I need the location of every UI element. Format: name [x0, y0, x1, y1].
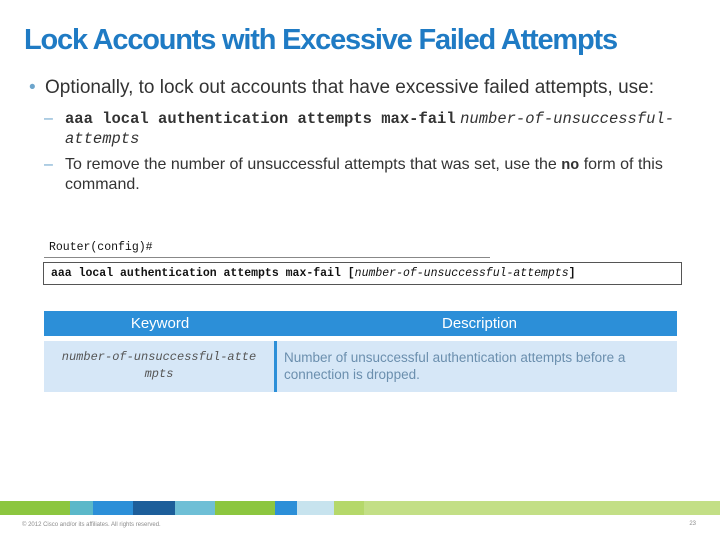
footer-segment — [133, 501, 175, 515]
syntax-command: aaa local authentication attempts max-fail — [51, 267, 341, 280]
row-description-text: Number of unsuccessful authentication attempts before a connection is dropped. — [284, 350, 626, 382]
header-description: Description — [441, 315, 518, 332]
prompt-divider — [44, 257, 490, 258]
dash-marker: – — [44, 156, 53, 173]
footer-segment — [175, 501, 215, 515]
no-form-text-before: To remove the number of unsuccessful attempts that was set, use the — [65, 156, 562, 173]
router-prompt: Router(config)# — [49, 241, 153, 254]
parameter-table — [44, 311, 677, 392]
bullet-marker: • — [29, 77, 36, 98]
slide-title: Lock Accounts with Excessive Failed Attempts — [24, 24, 617, 56]
bullet-text: Optionally, to lock out accounts that have excessive failed attempts, use: — [45, 77, 655, 98]
syntax-argument: number-of-unsuccessful-attempts — [354, 267, 569, 280]
command-syntax-box — [43, 262, 682, 285]
footer-segment — [334, 501, 364, 515]
footer-segment — [70, 501, 93, 515]
dash-marker: – — [44, 110, 53, 127]
header-keyword: Keyword — [130, 315, 190, 332]
table-row — [44, 341, 677, 392]
row-keyword — [44, 341, 274, 392]
syntax-open-bracket: [ — [347, 267, 355, 280]
sub-item-no-form — [28, 155, 688, 194]
row-keyword-text: number-of-unsuccessful-attempts — [61, 350, 257, 381]
footer-color-bar — [0, 501, 720, 515]
row-description — [277, 341, 677, 392]
bullet-list — [28, 77, 688, 194]
footer-segment — [215, 501, 275, 515]
sub-item-command — [28, 109, 688, 149]
footer-segment — [364, 501, 720, 515]
footer-segment — [297, 501, 334, 515]
command-argument: number-of-unsuccessful-attempts — [65, 110, 675, 148]
command-text: aaa local authentication attempts max-fail — [65, 110, 456, 128]
no-form-text-after: form of this command. — [65, 156, 663, 193]
no-keyword: no — [561, 157, 580, 174]
footer-segment — [0, 501, 70, 515]
footer-segment — [275, 501, 297, 515]
table-header — [44, 311, 677, 336]
syntax-close-bracket: ] — [568, 267, 576, 280]
bullet-item — [28, 77, 688, 99]
copyright-text: © 2012 Cisco and/or its affiliates. All rights reserved. — [22, 522, 161, 528]
footer-segment — [93, 501, 133, 515]
page-number: 23 — [689, 521, 696, 527]
